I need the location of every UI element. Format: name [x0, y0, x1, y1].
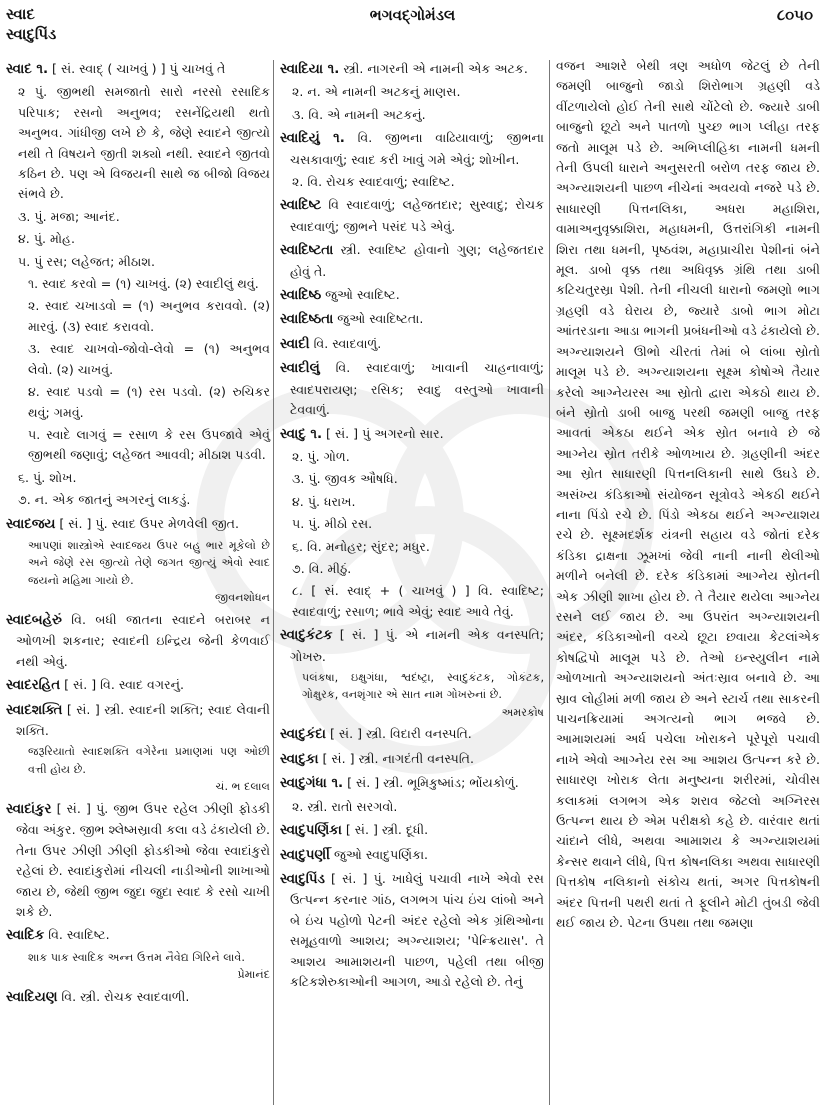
- definition-text: [ સં. ] પું. સ્વાદ ઉપર મેળવેલી જીત.: [55, 515, 239, 531]
- definition-text: ૬. વિ. મનોહર; સુંદર; મધુર.: [292, 538, 430, 554]
- dictionary-entry: [280, 309, 544, 330]
- headword: સ્વાદિક: [6, 928, 45, 944]
- dictionary-entry: [280, 285, 544, 306]
- headword: સ્વાદશક્તિ: [6, 702, 63, 718]
- entry-sense: [280, 514, 544, 534]
- definition-text: વિ. જીભના વાઢિયાવાળું; જીભના ચસકાવાળું; સ્વાદ કરી ખાવું ગમે એવું; શોખીન.: [290, 130, 544, 167]
- definition-text: ૩. પું. મજા; આનંદ.: [18, 208, 120, 224]
- definition-text: જુઓ સ્વાદુપર્ણિકા.: [329, 846, 429, 862]
- definition-text: વજન આશરે બેથી ત્રણ અધોળ જેટલું છે તેની જમણી બાજુનો જાડો શિરોભાગ ગ્રહણી વડે વીંટળાયેલો હોઈ તેની સાથે ચોંટેલો છે. જ્યારે ડાબી બાજુનો છૂટો અને પાતળો પુચ્છ ભાગ પ્લીહા તરફ જતો માલૂમ પડે છે. અભિપ્લીહિકા નામની ધમની તેની ઉપલી ધારાને અનુસરતી બરોળ તરફ જાય છે. અગ્ન્યાશયની પાછળ નીચેનાં અવયવો નજરે પડે છે. સાધારણી પિત્તનલિકા, અધરા મહાશિરા, વામાઅનુવૃક્કાશિરા, મહાધમની, ઉત્તરાંગિકી નામની શિરા તથા ધમની, પૃષ્ઠવંશ, મહાપ્રાચીરા પેશીનાં બંને મૂલ. ડાબો વૃક્ક તથા અધિવૃક્ક ગ્રંથિ તથા ડાબી કટિચતુરસ્રા પેશી. તેની નીચલી ધારાનો જમણો ભાગ ગ્રહણી વડે ઘેરાય છે, જ્યારે ડાબો ભાગ મોટા આંતરડાના આડા ભાગની પ્રબંધનીઓ વડે ઢંકાયેલો છે. અગ્ન્યાશયને ઊભો ચીરતાં તેમાં બે લાંબા સ્રોતો માલૂમ પડે છે. અગ્ન્યાશયના સૂક્ષ્મ કોષોએ તૈયાર કરેલો આગ્નેયરસ આ સ્રોતો દ્વારા એકઠો થાય છે. બંને સ્રોતો ડાબી બાજુ પરથી જમણી બાજુ તરફ આવતાં એકઠા થઈને એક સ્રોત બનાવે છે જે આગ્નેય સ્રોત તરીકે ઓળખાય છે. ગ્રહણીની અંદર આ સ્રોત સાધારણી પિત્તનલિકાની સાથે ઉઘડે છે. અસંખ્ય કંડિકાઓ સંયોજન સૂત્રોવડે એકઠી થઈને નાના પિંડો રચે છે. પિંડો એકઠા થઈને અગ્ન્યાશય રચે છે. સૂક્ષ્મદર્શક યંત્રની સહાય વડે જોતાં દરેક કંડિકા દ્રાક્ષના ઝૂમખાં જેવી નાની નાની થેલીઓ મળીને બનેલી છે. દરેક કંડિકામાં આગ્નેય સ્રોતની એક ઝીણી શાખા હોય છે. તે તૈયાર થયેલા આગ્નેય રસને લઈ જાય છે. આ ઉપરાંત અગ્ન્યાશયની અંદર, કંડિકાઓની વચ્ચે છૂટા છવાયા કેટલાંએક કોષદ્વિપો માલૂમ પડે છે. તેઓ ઇન્સ્યુલીન નામે ઓળખાતો અગ્ન્યાશયનો અંતઃસ્રાવ બનાવે છે. આ સ્રાવ લોહીમાં મળી જાય છે અને સ્ટાર્ચ તથા સાકરની પાચનક્રિયામાં અગત્યનો ભાગ ભજવે છે. આમાશયમાં અર્ધ પચેલા ખોરાકને પૂરેપૂરો પચાવી નાખે એવો આગ્નેય રસ આ આશય ઉત્પન્ન કરે છે. સાધારણ ખોરાક લેતા મનુષ્યના શરીરમાં, ચોવીસ કલાકમાં લગભગ એક શરાવ જેટલો અગ્નિરસ ઉત્પન્ન થાય છે એમ પરીક્ષકો કહે છે. વારંવાર થતાં ચાંદાને લીધે, અથવા આમાશય કે અગ્ન્યાશયમાં કેન્સર થવાને લીધે, પિત્ત કોષનલિકા અથવા સાધારણી પિત્તકોષ નલિકાનો સંકોચ થતાં, અગર પિત્તકોષની અંદર પિત્તની પથરી થતાં તે ફૂલીને મોટી તુંબડી જેવી થઈ જાય છે. પેટના ઉપથા તથા જમણા: [556, 58, 820, 931]
- entry-sense: [280, 469, 544, 489]
- usage-quote: [6, 743, 270, 796]
- dictionary-entry: [280, 358, 544, 420]
- dictionary-entry: [280, 845, 544, 866]
- headword: સ્વાદબહેરું: [6, 612, 62, 628]
- entry-sense: [6, 274, 270, 294]
- definition-text: ૨. સ્વાદ ચખાડવો = (૧) અનુભવ કરાવવો. (૨) મારવું. (૩) સ્વાદ કરાવવો.: [28, 298, 270, 334]
- dictionary-entry: [6, 799, 270, 922]
- entry-sense: [6, 490, 270, 510]
- usage-quote: [280, 669, 544, 722]
- definition-text: વિ સ્વાદવાળું; લહેજતદાર; સુસ્વાદુ; રોચક સ્વાદવાળું; જીભને પસંદ પડે એવું.: [290, 197, 544, 234]
- definition-text: [ સં. ] સ્ત્રી. નાગદંતી વનસ્પતિ.: [318, 750, 475, 766]
- headword: સ્વાદિષ્ટ: [280, 198, 322, 214]
- headword: સ્વાદુપર્ણિકા: [280, 823, 342, 839]
- dictionary-entry: [280, 128, 544, 170]
- quote-source: જીવનશોધન: [214, 591, 270, 605]
- definition-text: [ સં. ] પું. જીભ ઉપર રહેલ ઝીણી ફોડકી જેવા અંકુર. જીભ શ્લેષ્મસ્રાવી કલા વડે ઢંકાયેલી છે. તેના ઉપર ઝીણી ઝીણી ફોડકીઓ જેવા સ્વાદાંકુરો રહેલાં છે. સ્વાદાંકુરોમાં નીચલી નાડીઓની શાખાઓ જાય છે, જેથી જીભ જુદા જુદા સ્વાદ કે રસો ચાખી શકે છે.: [16, 800, 270, 919]
- headword: સ્વાદુ ૧.: [280, 426, 323, 442]
- entry-sense: [6, 468, 270, 488]
- guide-word-first: સ્વાદ: [6, 5, 35, 23]
- definition-text: [ સં. ] સ્ત્રી. વિદારી વનસ્પતિ.: [325, 726, 472, 742]
- entry-sense: [280, 105, 544, 125]
- headword: સ્વાદિયા ૧.: [280, 62, 340, 77]
- definition-text: ૩. સ્વાદ ચાખવો-જોવો-લેવો = (૧) અનુભવ લેવો. (૨) ચાખવું.: [28, 341, 270, 377]
- definition-text: ૭. ન. એક જાતનું અગરનું લાકડું.: [18, 492, 191, 508]
- headword: સ્વાદ ૧.: [6, 62, 49, 77]
- headword: સ્વાદીલું: [280, 361, 320, 377]
- book-title: ભગવદ્ગોમંડલ: [369, 6, 456, 24]
- definition-text: વિ. બધી જાતના સ્વાદને બરાબર ન ઓળખી શકનાર; સ્વાદની ઇન્દ્રિય જેની કેળવાઈ નથી એવું.: [16, 611, 270, 669]
- column-middle: [280, 56, 544, 994]
- definition-text: ૨ પું. જીભથી સમજાતો સારો નરસો રસાદિક પરિપાક; રસનો અનુભવ; રસનેંદ્રિયથી થતો અનુભવ. ગાંધીજી લખે છે કે, જેણે સ્વાદને જીત્યો નથી તે વિષયને જીતી શક્યો નથી. સ્વાદને જીતવો કઠિન છે. પણ એ વિજયની સાથે જ બીજો વિજય સંભવે છે.: [18, 84, 270, 202]
- definition-text: ૧. સ્વાદ કરવો = (૧) ચાખવું. (૨) સ્વાદીલું થવું.: [28, 276, 259, 292]
- guide-word-last: સ્વાદુપિંડ: [6, 25, 57, 43]
- definition-text: ૫. પું રસ; લહેજત; મીઠાશ.: [18, 253, 156, 269]
- headword: સ્વાદુકંટક: [280, 628, 333, 644]
- column-right: [556, 56, 820, 935]
- headword: સ્વાદુપર્ણી: [280, 847, 330, 863]
- definition-text: આપણાં શાસ્ત્રોએ સ્વાદજય ઉપર બહુ ભાર મૂકેલો છે અને જેણે રસ જીત્યો તેણે જગત જીત્યું એવો સ્વાદ જયનો મહિમા ગાયો છે.: [28, 538, 270, 587]
- headword: સ્વાદિષ્ઠ: [280, 288, 322, 304]
- definition-text: જરૂરિયાતો સ્વાદશક્તિ વગેરેના પ્રમાણમાં પણ ઓછી વત્તી હોય છે.: [28, 745, 270, 776]
- definition-text: વિ. સ્વાદિષ્ટ.: [44, 927, 110, 943]
- definition-text: [ સં. ] સ્ત્રી. દૂધી.: [341, 822, 429, 838]
- usage-quote: [6, 949, 270, 984]
- entry-sense: [280, 581, 544, 622]
- headword: સ્વાદજય: [6, 516, 56, 532]
- headword: સ્વાદુકા: [280, 751, 319, 767]
- definition-text: વિ. સ્ત્રી. રોચક સ્વાદવાળી.: [57, 988, 190, 1004]
- entry-sense: [6, 425, 270, 466]
- dictionary-entry: [280, 59, 544, 80]
- entry-sense: [6, 382, 270, 423]
- column-divider: [549, 60, 550, 1105]
- definition-text: ૫. સ્વાદે લાગવું = રસાળ કે રસ ઉપજાવે એવું જીભથી જણાવું; લહેજત આવવી; મીઠાશ પડવી.: [28, 426, 270, 463]
- definition-text: [ સં. ] પું. એ નામની એક વનસ્પતિ; ગોખરુ.: [290, 627, 544, 664]
- dictionary-entry: [6, 59, 270, 80]
- quote-source: અમરકોષ: [501, 705, 544, 719]
- definition-text: [ સં. ] સ્ત્રી. ભૂમિકુષ્માંડ; ભોંયકોળું.: [343, 775, 519, 791]
- definition-text: શાક પાક સ્વાદિક અન્ન ઉત્તમ નૈવેદ્ય ગિરિને લાવે.: [28, 950, 245, 964]
- column-divider: [273, 60, 274, 1105]
- dictionary-entry: [6, 987, 270, 1008]
- dictionary-entry: [280, 773, 544, 794]
- headword: સ્વાદિયણ: [6, 989, 58, 1005]
- definition-text: ૪. પું. ધરાખ.: [292, 493, 356, 509]
- entry-sense: [280, 537, 544, 557]
- definition-text: વિ. સ્વાદવાળું; ખાવાની ચાહનાવાળું; સ્વાદપરાયણ; રસિક; સ્વાદુ વસ્તુઓ ખાવાની ટેવવાળું.: [290, 360, 544, 418]
- headword: સ્વાદિયું ૧.: [280, 131, 345, 147]
- definition-text: જુઓ સ્વાદિષ્ટતા.: [333, 311, 424, 327]
- definition-text: ૪. સ્વાદ પડવો = (૧) રસ પડવો. (૨) રુચિકર થવું; ગમવું.: [28, 384, 270, 420]
- dictionary-entry: [280, 749, 544, 770]
- definition-text: ૭. વિ. મીઠું.: [292, 560, 352, 576]
- entry-sense: [280, 172, 544, 192]
- definition-text: જુઓ સ્વાદિષ્ટ.: [321, 287, 400, 303]
- entry-sense: [6, 252, 270, 272]
- definition-text: [ સં. ] પું અગરનો સાર.: [322, 425, 444, 441]
- definition-text: ૨. સ્ત્રી. રાતો સરગવો.: [292, 798, 398, 814]
- definition-text: પલંકષા, ઇક્ષુગંધા, શ્વદંષ્ટ્રા, સ્વાદુકંટક, ગોકંટક, ગોક્ષુરક, વનશૃંગાર એ સાત નામ ગોખરુનાં છે.: [302, 670, 544, 702]
- column-left: [6, 56, 270, 1010]
- dictionary-entry: [6, 700, 270, 742]
- headword: સ્વાદુપિંડ: [280, 871, 325, 887]
- dictionary-entry: [280, 195, 544, 237]
- definition-text: સ્ત્રી. સ્વાદિષ્ટ હોવાનો ગુણ; લહેજતદાર હોવું તે.: [290, 242, 544, 279]
- definition-text: ૬. પું. શોખ.: [18, 469, 77, 485]
- headword: સ્વાદરહિત: [6, 678, 61, 694]
- dictionary-entry: [280, 724, 544, 745]
- dictionary-entry: [6, 514, 270, 535]
- headword: સ્વાદુગંધા ૧.: [280, 776, 344, 792]
- headword: સ્વાદિષ્ઠતા: [280, 312, 334, 328]
- headword: સ્વાદી: [280, 336, 310, 352]
- definition-text: ૨. પું. ગોળ.: [292, 448, 350, 464]
- definition-text: [ સં. ] વિ. સ્વાદ વગરનું.: [60, 677, 184, 693]
- quote-source: ચં. ભ દલાલ: [215, 780, 270, 794]
- headword: સ્વાદુકંદા: [280, 727, 326, 743]
- headword: સ્વાદાંકુર: [6, 801, 52, 817]
- entry-sense: [280, 797, 544, 817]
- dictionary-entry: [280, 424, 544, 445]
- dictionary-entry: [6, 610, 270, 672]
- dictionary-entry: [6, 925, 270, 946]
- entry-sense: [280, 447, 544, 467]
- definition-text: [ સં. સ્વાદ્ ( ચાખવું ) ] પું ચાખવું તે: [48, 61, 226, 76]
- entry-sense: [6, 82, 270, 204]
- quote-source: પ્રેમાનંદ: [237, 968, 270, 982]
- definition-text: ૨. વિ. રોચક સ્વાદવાળું; સ્વાદિષ્ટ.: [292, 174, 455, 190]
- definition-text: [ સં. ] પું. ખાધેલું પચાવી નાખે એવો રસ ઉત્પન્ન કરનાર ગાંઠ, લગભગ પાંચ ઇંચ લાંબો અને બે ઇંચ પહોળો પેટની અંદર રહેલો એક ગ્રંથિઓના સમૂહવાળો આશય; અગ્ન્યાશય; 'પેન્ક્રિયાસ'. તે આશય આમાશયની પાછળ, પહેલી તથા બીજી કટિકશેરુકાઓની આગળ, આડો રહેલો છે. તેનું: [290, 870, 544, 989]
- definition-text: વિ. સ્વાદવાળું.: [309, 335, 382, 351]
- entry-sense: [280, 82, 544, 102]
- entry-sense: [6, 229, 270, 249]
- dictionary-entry: [6, 675, 270, 696]
- usage-quote: [6, 537, 270, 607]
- dictionary-entry: [280, 869, 544, 992]
- definition-text: સ્ત્રી. નાગરની એ નામની એક અટક.: [339, 61, 528, 76]
- definition-text: [ સં. ] સ્ત્રી. સ્વાદની શક્તિ; સ્વાદ લેવાની શક્તિ.: [16, 701, 270, 738]
- definition-text: ૩. વિ. એ નામની અટકનું.: [292, 106, 426, 122]
- dictionary-entry: [280, 820, 544, 841]
- entry-sense: [280, 559, 544, 579]
- definition-text: ૩. પું. જીવક ઔષધિ.: [292, 471, 398, 487]
- dictionary-entry: [280, 334, 544, 355]
- dictionary-entry: [280, 240, 544, 282]
- definition-text: ૪. પું. મોહ.: [18, 231, 75, 247]
- entry-sense: [6, 339, 270, 380]
- entry-continuation: [556, 56, 820, 933]
- page-number: ૮૦૫૦: [776, 6, 813, 24]
- dictionary-entry: [280, 625, 544, 667]
- definition-text: ૮. [ સં. સ્વાદ્ + ( ચાખવું ) ] વિ. સ્વાદિષ્ટ; સ્વાદવાળું; રસાળ; ભાવે એવું; સ્વાદ આવે તેવું.: [292, 583, 544, 619]
- definition-text: ૫. પું. મીઠો રસ.: [292, 516, 373, 532]
- headword: સ્વાદિષ્ટતા: [280, 243, 334, 259]
- entry-sense: [6, 296, 270, 337]
- entry-sense: [6, 207, 270, 227]
- entry-sense: [280, 492, 544, 512]
- definition-text: ૨. ન. એ નામની અટકનું માણસ.: [292, 84, 461, 100]
